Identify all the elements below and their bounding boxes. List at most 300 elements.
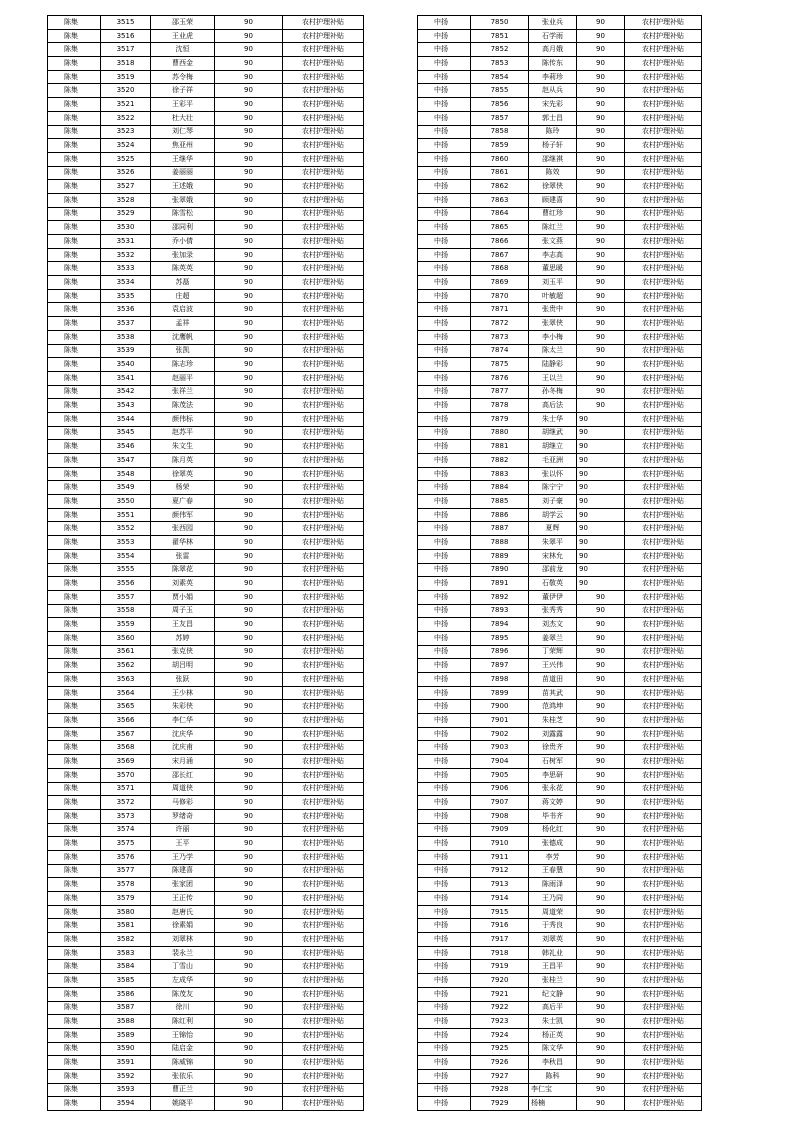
- table-row: [48, 207, 364, 221]
- amount-cell: 90: [577, 330, 625, 344]
- serial-cell: 3569: [101, 755, 151, 769]
- village-cell: 陈集: [48, 358, 101, 372]
- serial-cell: 7881: [471, 440, 529, 454]
- subsidy-type-cell: 农村护理补贴: [283, 289, 364, 303]
- subsidy-type-cell: 农村护理补贴: [283, 84, 364, 98]
- amount-cell: 90: [215, 768, 283, 782]
- amount-cell: 90: [577, 440, 625, 454]
- village-cell: 陈集: [48, 57, 101, 71]
- village-cell: 陈集: [48, 371, 101, 385]
- serial-cell: 7902: [471, 727, 529, 741]
- subsidy-type-cell: 农村护理补贴: [283, 878, 364, 892]
- subsidy-type-cell: 农村护理补贴: [625, 823, 702, 837]
- table-row: [48, 98, 364, 112]
- subsidy-type-cell: 农村护理补贴: [625, 358, 702, 372]
- village-cell: 中扬: [418, 111, 471, 125]
- serial-cell: 3571: [101, 782, 151, 796]
- subsidy-type-cell: 农村护理补贴: [625, 714, 702, 728]
- subsidy-type-cell: 农村护理补贴: [283, 303, 364, 317]
- subsidy-type-cell: 农村护理补贴: [283, 248, 364, 262]
- amount-cell: 90: [215, 892, 283, 906]
- table-row: [418, 631, 702, 645]
- village-cell: 中扬: [418, 221, 471, 235]
- name-cell: 陈翠花: [151, 563, 215, 577]
- name-cell: 陈科: [529, 1069, 577, 1083]
- village-cell: 中扬: [418, 974, 471, 988]
- table-row: [48, 344, 364, 358]
- amount-cell: 90: [215, 29, 283, 43]
- amount-cell: 90: [577, 673, 625, 687]
- subsidy-type-cell: 农村护理补贴: [625, 892, 702, 906]
- name-cell: 王业虎: [151, 29, 215, 43]
- name-cell: 陈威锦: [151, 1056, 215, 1070]
- village-cell: 中扬: [418, 727, 471, 741]
- amount-cell: 90: [215, 727, 283, 741]
- amount-cell: 90: [215, 481, 283, 495]
- village-cell: 中扬: [418, 412, 471, 426]
- name-cell: 孟祥: [151, 317, 215, 331]
- amount-cell: 90: [577, 823, 625, 837]
- amount-cell: 90: [577, 276, 625, 290]
- name-cell: 徐素娟: [151, 919, 215, 933]
- village-cell: 陈集: [48, 98, 101, 112]
- amount-cell: 90: [215, 604, 283, 618]
- village-cell: 中扬: [418, 577, 471, 591]
- table-row: [48, 536, 364, 550]
- name-cell: 王少林: [151, 686, 215, 700]
- subsidy-type-cell: 农村护理补贴: [625, 741, 702, 755]
- subsidy-type-cell: 农村护理补贴: [283, 960, 364, 974]
- serial-cell: 7866: [471, 235, 529, 249]
- table-row: [48, 919, 364, 933]
- table-row: [418, 1097, 702, 1111]
- serial-cell: 3563: [101, 673, 151, 687]
- name-cell: 杨荣: [151, 481, 215, 495]
- table-row: [48, 960, 364, 974]
- name-cell: 周道侠: [151, 782, 215, 796]
- village-cell: 中扬: [418, 659, 471, 673]
- serial-cell: 7906: [471, 782, 529, 796]
- table-row: [418, 796, 702, 810]
- subsidy-type-cell: 农村护理补贴: [625, 590, 702, 604]
- village-cell: 陈集: [48, 276, 101, 290]
- amount-cell: 90: [215, 125, 283, 139]
- amount-cell: 90: [215, 16, 283, 30]
- village-cell: 陈集: [48, 700, 101, 714]
- table-row: [48, 686, 364, 700]
- subsidy-type-cell: 农村护理补贴: [625, 193, 702, 207]
- amount-cell: 90: [577, 303, 625, 317]
- table-row: [418, 235, 702, 249]
- name-cell: 赵从兵: [529, 84, 577, 98]
- name-cell: 王述娥: [151, 180, 215, 194]
- village-cell: 中扬: [418, 166, 471, 180]
- subsidy-type-cell: 农村护理补贴: [625, 84, 702, 98]
- amount-cell: 90: [215, 549, 283, 563]
- subsidy-type-cell: 农村护理补贴: [625, 139, 702, 153]
- subsidy-type-cell: 农村护理补贴: [283, 933, 364, 947]
- name-cell: 张翠娥: [151, 193, 215, 207]
- village-cell: 陈集: [48, 426, 101, 440]
- serial-cell: 7887: [471, 522, 529, 536]
- right-table-body: [418, 16, 702, 1111]
- table-row: [48, 837, 364, 851]
- serial-cell: 3581: [101, 919, 151, 933]
- amount-cell: 90: [215, 645, 283, 659]
- table-row: [48, 946, 364, 960]
- village-cell: 中扬: [418, 878, 471, 892]
- table-row: [418, 152, 702, 166]
- amount-cell: 90: [215, 440, 283, 454]
- serial-cell: 3544: [101, 412, 151, 426]
- serial-cell: 3516: [101, 29, 151, 43]
- amount-cell: 90: [215, 522, 283, 536]
- name-cell: 周子玉: [151, 604, 215, 618]
- serial-cell: 7860: [471, 152, 529, 166]
- table-row: [418, 57, 702, 71]
- subsidy-type-cell: 农村护理补贴: [625, 1042, 702, 1056]
- table-row: [418, 741, 702, 755]
- village-cell: 陈集: [48, 29, 101, 43]
- subsidy-type-cell: 农村护理补贴: [625, 686, 702, 700]
- amount-cell: 90: [215, 1056, 283, 1070]
- table-row: [48, 522, 364, 536]
- village-cell: 中扬: [418, 1042, 471, 1056]
- serial-cell: 7868: [471, 262, 529, 276]
- table-row: [48, 508, 364, 522]
- serial-cell: 3536: [101, 303, 151, 317]
- village-cell: 陈集: [48, 495, 101, 509]
- amount-cell: 90: [577, 960, 625, 974]
- amount-cell: 90: [215, 426, 283, 440]
- subsidy-type-cell: 农村护理补贴: [625, 727, 702, 741]
- amount-cell: 90: [215, 508, 283, 522]
- amount-cell: 90: [215, 1083, 283, 1097]
- village-cell: 陈集: [48, 823, 101, 837]
- subsidy-type-cell: 农村护理补贴: [283, 111, 364, 125]
- serial-cell: 3520: [101, 84, 151, 98]
- subsidy-type-cell: 农村护理补贴: [625, 809, 702, 823]
- village-cell: 中扬: [418, 207, 471, 221]
- village-cell: 中扬: [418, 454, 471, 468]
- name-cell: 张跃: [151, 673, 215, 687]
- name-cell: 张依乐: [151, 1069, 215, 1083]
- amount-cell: 90: [215, 796, 283, 810]
- name-cell: 石树军: [529, 755, 577, 769]
- serial-cell: 3556: [101, 577, 151, 591]
- serial-cell: 7917: [471, 933, 529, 947]
- name-cell: 李小梅: [529, 330, 577, 344]
- subsidy-type-cell: 农村护理补贴: [625, 454, 702, 468]
- village-cell: 陈集: [48, 139, 101, 153]
- serial-cell: 7882: [471, 454, 529, 468]
- subsidy-type-cell: 农村护理补贴: [283, 330, 364, 344]
- table-row: [418, 467, 702, 481]
- subsidy-type-cell: 农村护理补贴: [625, 850, 702, 864]
- amount-cell: 90: [215, 590, 283, 604]
- name-cell: 颜伟军: [151, 508, 215, 522]
- subsidy-type-cell: 农村护理补贴: [625, 974, 702, 988]
- subsidy-type-cell: 农村护理补贴: [283, 125, 364, 139]
- subsidy-type-cell: 农村护理补贴: [283, 577, 364, 591]
- subsidy-type-cell: 农村护理补贴: [283, 16, 364, 30]
- amount-cell: 90: [577, 344, 625, 358]
- subsidy-type-cell: 农村护理补贴: [283, 399, 364, 413]
- village-cell: 中扬: [418, 57, 471, 71]
- serial-cell: 7889: [471, 549, 529, 563]
- serial-cell: 3534: [101, 276, 151, 290]
- table-row: [48, 399, 364, 413]
- subsidy-type-cell: 农村护理补贴: [625, 536, 702, 550]
- serial-cell: 3580: [101, 905, 151, 919]
- name-cell: 徐翠英: [151, 467, 215, 481]
- village-cell: 陈集: [48, 536, 101, 550]
- name-cell: 陈志珍: [151, 358, 215, 372]
- table-row: [48, 755, 364, 769]
- serial-cell: 7897: [471, 659, 529, 673]
- village-cell: 中扬: [418, 741, 471, 755]
- village-cell: 陈集: [48, 385, 101, 399]
- village-cell: 中扬: [418, 508, 471, 522]
- amount-cell: 90: [577, 741, 625, 755]
- name-cell: 陈建喜: [151, 864, 215, 878]
- village-cell: 陈集: [48, 221, 101, 235]
- amount-cell: 90: [215, 1069, 283, 1083]
- table-row: [48, 152, 364, 166]
- serial-cell: 7905: [471, 768, 529, 782]
- table-row: [418, 960, 702, 974]
- serial-cell: 3582: [101, 933, 151, 947]
- village-cell: 陈集: [48, 262, 101, 276]
- amount-cell: 90: [215, 70, 283, 84]
- amount-cell: 90: [215, 686, 283, 700]
- subsidy-type-cell: 农村护理补贴: [283, 549, 364, 563]
- amount-cell: 90: [577, 1097, 625, 1111]
- subsidy-type-cell: 农村护理补贴: [283, 522, 364, 536]
- table-row: [418, 1042, 702, 1056]
- amount-cell: 90: [215, 317, 283, 331]
- serial-cell: 7909: [471, 823, 529, 837]
- serial-cell: 7873: [471, 330, 529, 344]
- village-cell: 陈集: [48, 727, 101, 741]
- amount-cell: 90: [215, 823, 283, 837]
- village-cell: 中扬: [418, 1015, 471, 1029]
- subsidy-type-cell: 农村护理补贴: [625, 631, 702, 645]
- subsidy-type-cell: 农村护理补贴: [625, 221, 702, 235]
- table-row: [418, 454, 702, 468]
- amount-cell: 90: [215, 631, 283, 645]
- amount-cell: 90: [577, 111, 625, 125]
- village-cell: 中扬: [418, 796, 471, 810]
- subsidy-type-cell: 农村护理补贴: [625, 645, 702, 659]
- name-cell: 石敬英: [529, 577, 577, 591]
- table-row: [418, 440, 702, 454]
- table-row: [48, 139, 364, 153]
- amount-cell: 90: [577, 16, 625, 30]
- serial-cell: 3531: [101, 235, 151, 249]
- subsidy-type-cell: 农村护理补贴: [283, 467, 364, 481]
- table-row: [418, 1001, 702, 1015]
- table-row: [48, 823, 364, 837]
- table-row: [418, 700, 702, 714]
- village-cell: 陈集: [48, 549, 101, 563]
- village-cell: 中扬: [418, 933, 471, 947]
- table-row: [418, 412, 702, 426]
- name-cell: 于秀良: [529, 919, 577, 933]
- name-cell: 苗其武: [529, 686, 577, 700]
- name-cell: 李秋昌: [529, 1056, 577, 1070]
- subsidy-type-cell: 农村护理补贴: [283, 700, 364, 714]
- table-row: [418, 823, 702, 837]
- subsidy-type-cell: 农村护理补贴: [625, 262, 702, 276]
- table-row: [48, 850, 364, 864]
- village-cell: 中扬: [418, 29, 471, 43]
- village-cell: 陈集: [48, 850, 101, 864]
- table-row: [418, 686, 702, 700]
- village-cell: 中扬: [418, 946, 471, 960]
- serial-cell: 7904: [471, 755, 529, 769]
- subsidy-type-cell: 农村护理补贴: [625, 1028, 702, 1042]
- serial-cell: 7875: [471, 358, 529, 372]
- serial-cell: 3557: [101, 590, 151, 604]
- table-row: [48, 974, 364, 988]
- village-cell: 中扬: [418, 823, 471, 837]
- table-row: [418, 371, 702, 385]
- table-row: [418, 1056, 702, 1070]
- amount-cell: 90: [215, 344, 283, 358]
- table-row: [418, 590, 702, 604]
- serial-cell: 3584: [101, 960, 151, 974]
- table-row: [48, 563, 364, 577]
- serial-cell: 7923: [471, 1015, 529, 1029]
- amount-cell: 90: [215, 905, 283, 919]
- subsidy-type-cell: 农村护理补贴: [283, 70, 364, 84]
- serial-cell: 3529: [101, 207, 151, 221]
- village-cell: 陈集: [48, 70, 101, 84]
- subsidy-type-cell: 农村护理补贴: [625, 412, 702, 426]
- name-cell: 张桂兰: [529, 974, 577, 988]
- village-cell: 陈集: [48, 344, 101, 358]
- table-row: [418, 508, 702, 522]
- name-cell: 孙冬梅: [529, 385, 577, 399]
- amount-cell: 90: [577, 604, 625, 618]
- name-cell: 毛亚洲: [529, 454, 577, 468]
- table-row: [48, 358, 364, 372]
- table-row: [48, 1042, 364, 1056]
- table-row: [48, 317, 364, 331]
- village-cell: 陈集: [48, 755, 101, 769]
- table-row: [418, 768, 702, 782]
- village-cell: 中扬: [418, 631, 471, 645]
- village-cell: 陈集: [48, 741, 101, 755]
- serial-cell: 3561: [101, 645, 151, 659]
- village-cell: 中扬: [418, 686, 471, 700]
- name-cell: 刘露露: [529, 727, 577, 741]
- table-row: [418, 16, 702, 30]
- subsidy-type-cell: 农村护理补贴: [625, 385, 702, 399]
- subsidy-type-cell: 农村护理补贴: [283, 686, 364, 700]
- subsidy-type-cell: 农村护理补贴: [283, 193, 364, 207]
- table-row: [418, 536, 702, 550]
- subsidy-type-cell: 农村护理补贴: [283, 180, 364, 194]
- table-row: [418, 180, 702, 194]
- amount-cell: 90: [577, 481, 625, 495]
- village-cell: 中扬: [418, 193, 471, 207]
- amount-cell: 90: [577, 399, 625, 413]
- subsidy-type-cell: 农村护理补贴: [625, 864, 702, 878]
- village-cell: 陈集: [48, 43, 101, 57]
- serial-cell: 3538: [101, 330, 151, 344]
- subsidy-type-cell: 农村护理补贴: [625, 166, 702, 180]
- name-cell: 刘仁琴: [151, 125, 215, 139]
- name-cell: 杜大壮: [151, 111, 215, 125]
- serial-cell: 3518: [101, 57, 151, 71]
- village-cell: 中扬: [418, 344, 471, 358]
- table-row: [48, 467, 364, 481]
- village-cell: 陈集: [48, 1097, 101, 1111]
- serial-cell: 7907: [471, 796, 529, 810]
- serial-cell: 3583: [101, 946, 151, 960]
- serial-cell: 7876: [471, 371, 529, 385]
- table-row: [418, 70, 702, 84]
- table-row: [418, 358, 702, 372]
- serial-cell: 7885: [471, 495, 529, 509]
- amount-cell: 90: [215, 850, 283, 864]
- amount-cell: 90: [577, 809, 625, 823]
- serial-cell: 7926: [471, 1056, 529, 1070]
- table-row: [418, 29, 702, 43]
- table-row: [48, 454, 364, 468]
- subsidy-type-cell: 农村护理补贴: [625, 248, 702, 262]
- amount-cell: 90: [577, 57, 625, 71]
- amount-cell: 90: [577, 727, 625, 741]
- name-cell: 沈恒: [151, 43, 215, 57]
- amount-cell: 90: [577, 358, 625, 372]
- amount-cell: 90: [577, 454, 625, 468]
- subsidy-type-cell: 农村护理补贴: [625, 604, 702, 618]
- name-cell: 翟华林: [151, 536, 215, 550]
- table-row: [418, 385, 702, 399]
- subsidy-type-cell: 农村护理补贴: [625, 495, 702, 509]
- name-cell: 蒋文婷: [529, 796, 577, 810]
- village-cell: 陈集: [48, 1028, 101, 1042]
- amount-cell: 90: [215, 878, 283, 892]
- name-cell: 宋月涌: [151, 755, 215, 769]
- table-row: [48, 809, 364, 823]
- serial-cell: 7896: [471, 645, 529, 659]
- table-row: [48, 1001, 364, 1015]
- subsidy-type-cell: 农村护理补贴: [283, 727, 364, 741]
- serial-cell: 7922: [471, 1001, 529, 1015]
- subsidy-type-cell: 农村护理补贴: [283, 426, 364, 440]
- name-cell: 夏广春: [151, 495, 215, 509]
- village-cell: 中扬: [418, 467, 471, 481]
- serial-cell: 7910: [471, 837, 529, 851]
- amount-cell: 90: [215, 111, 283, 125]
- serial-cell: 3566: [101, 714, 151, 728]
- amount-cell: 90: [215, 166, 283, 180]
- amount-cell: 90: [215, 235, 283, 249]
- amount-cell: 90: [215, 412, 283, 426]
- serial-cell: 7924: [471, 1028, 529, 1042]
- amount-cell: 90: [577, 549, 625, 563]
- name-cell: 乔小倩: [151, 235, 215, 249]
- serial-cell: 3532: [101, 248, 151, 262]
- name-cell: 刘翠英: [529, 933, 577, 947]
- name-cell: 朱翠平: [529, 536, 577, 550]
- amount-cell: 90: [215, 193, 283, 207]
- subsidy-type-cell: 农村护理补贴: [283, 1069, 364, 1083]
